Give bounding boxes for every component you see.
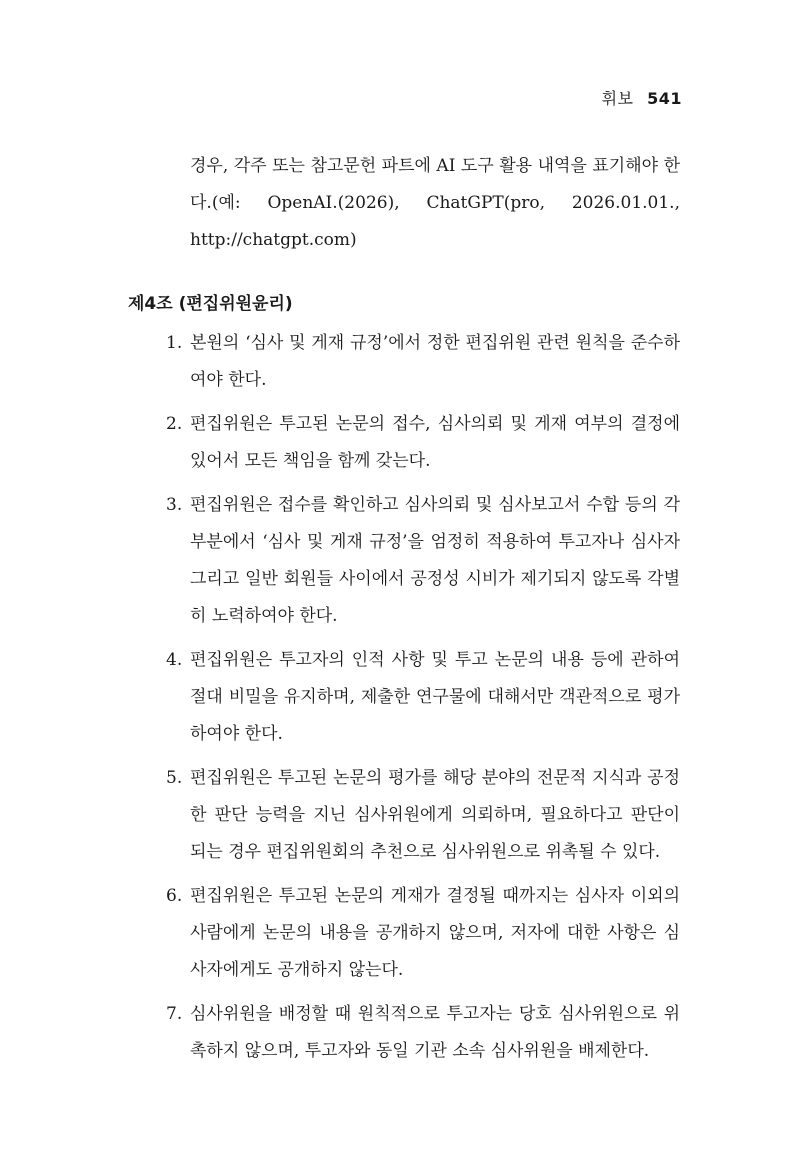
- journal-section-title: 휘보: [601, 89, 634, 108]
- item-text: 심사위원을 배정할 때 원칙적으로 투고자는 당호 심사위원으로 위촉하지 않으며, 투고자와 동일 기관 소속 심사위원을 배제한다.: [190, 1004, 680, 1061]
- item-number: 3.: [166, 495, 183, 515]
- article-item: [166, 642, 680, 753]
- item-text: 편집위원은 투고자의 인적 사항 및 투고 논문의 내용 등에 관하여 절대 비밀을 유지하며, 제출한 연구물에 대해서만 객관적으로 평가하여야 한다.: [190, 650, 680, 744]
- item-number: 2.: [166, 414, 183, 434]
- item-number: 1.: [166, 333, 183, 353]
- page-number: 541: [647, 89, 682, 108]
- article-item: [166, 487, 680, 635]
- article-item: [166, 760, 680, 871]
- continued-paragraph: 경우, 각주 또는 참고문헌 파트에 AI 도구 활용 내역을 표기해야 한다.(예: OpenAI.(2026), ChatGPT(pro, 2026.01.01., http://chatgpt.com): [190, 156, 680, 250]
- article-heading: 제4조 (편집위원윤리): [128, 294, 293, 314]
- running-header: [602, 86, 682, 109]
- continued-paragraph-block: [190, 148, 680, 259]
- item-number: 5.: [166, 768, 183, 788]
- item-number: 4.: [166, 650, 183, 670]
- item-text: 본원의 ‘심사 및 게재 규정’에서 정한 편집위원 관련 원칙을 준수하여야 한다.: [190, 333, 680, 390]
- article-item: [166, 878, 680, 989]
- item-text: 편집위원은 접수를 확인하고 심사의뢰 및 심사보고서 수합 등의 각 부분에서 ‘심사 및 게재 규정’을 엄정히 적용하여 투고자나 심사자 그리고 일반 회원들 사이에서 공정성 시비가 제기되지 않도록 각별히 노력하여야 한다.: [190, 495, 680, 626]
- item-text: 편집위원은 투고된 논문의 접수, 심사의뢰 및 게재 여부의 결정에 있어서 모든 책임을 함께 갖는다.: [190, 414, 680, 471]
- item-text: 편집위원은 투고된 논문의 평가를 해당 분야의 전문적 지식과 공정한 판단 능력을 지닌 심사위원에게 의뢰하며, 필요하다고 판단이 되는 경우 편집위원회의 추천으로 심사위원으로 위촉될 수 있다.: [190, 768, 680, 862]
- article-item-list: [166, 325, 680, 1077]
- article-item: [166, 406, 680, 480]
- item-number: 6.: [166, 886, 183, 906]
- article-item: [166, 325, 680, 399]
- item-text: 편집위원은 투고된 논문의 게재가 결정될 때까지는 심사자 이외의 사람에게 논문의 내용을 공개하지 않으며, 저자에 대한 사항은 심사자에게도 공개하지 않는다.: [190, 886, 680, 980]
- article-item: [166, 996, 680, 1070]
- item-number: 7.: [166, 1004, 183, 1024]
